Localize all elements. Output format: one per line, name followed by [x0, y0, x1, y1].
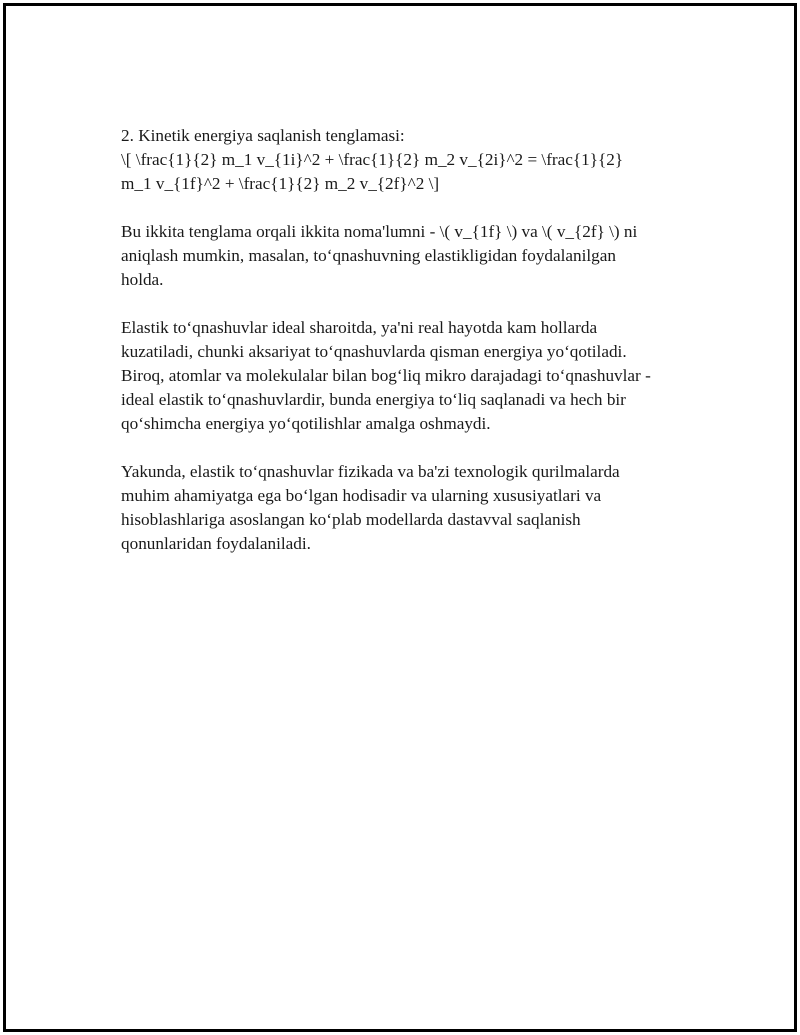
text-line: holda.: [121, 270, 164, 289]
document-body: [121, 124, 701, 580]
text-line: hisoblashlariga asoslangan ko‘plab modellarda dastavval saqlanish: [121, 510, 581, 529]
text-line: Biroq, atomlar va molekulalar bilan bog‘liq mikro darajadagi to‘qnashuvlar -: [121, 366, 651, 385]
text-line: Bu ikkita tenglama orqali ikkita noma'lumni - \( v_{1f} \) va \( v_{2f} \) ni: [121, 222, 638, 241]
text-line: muhim ahamiyatga ega bo‘lgan hodisadir va ularning xususiyatlari va: [121, 486, 602, 505]
paragraph-ideal-conditions: [121, 316, 701, 436]
paragraph-energy-equation: [121, 124, 701, 196]
text-line: qo‘shimcha energiya yo‘qotilishlar amalga oshmaydi.: [121, 414, 491, 433]
text-line: kuzatiladi, chunki aksariyat to‘qnashuvlarda qisman energiya yo‘qotiladi.: [121, 342, 627, 361]
text-line: Elastik to‘qnashuvlar ideal sharoitda, ya'ni real hayotda kam hollarda: [121, 318, 598, 337]
paragraph-conclusion: [121, 460, 701, 556]
text-line: \[ \frac{1}{2} m_1 v_{1i}^2 + \frac{1}{2} m_2 v_{2i}^2 = \frac{1}{2}: [121, 150, 624, 169]
paragraph-two-unknowns: [121, 220, 701, 292]
text-line: ideal elastik to‘qnashuvlardir, bunda energiya to‘liq saqlanadi va hech bir: [121, 390, 626, 409]
text-line: aniqlash mumkin, masalan, to‘qnashuvning elastikligidan foydalanilgan: [121, 246, 616, 265]
text-line: Yakunda, elastik to‘qnashuvlar fizikada va ba'zi texnologik qurilmalarda: [121, 462, 620, 481]
text-line: qonunlaridan foydalaniladi.: [121, 534, 311, 553]
page-frame: [3, 3, 797, 1032]
text-line: 2. Kinetik energiya saqlanish tenglamasi:: [121, 126, 405, 145]
text-line: m_1 v_{1f}^2 + \frac{1}{2} m_2 v_{2f}^2 \]: [121, 174, 440, 193]
